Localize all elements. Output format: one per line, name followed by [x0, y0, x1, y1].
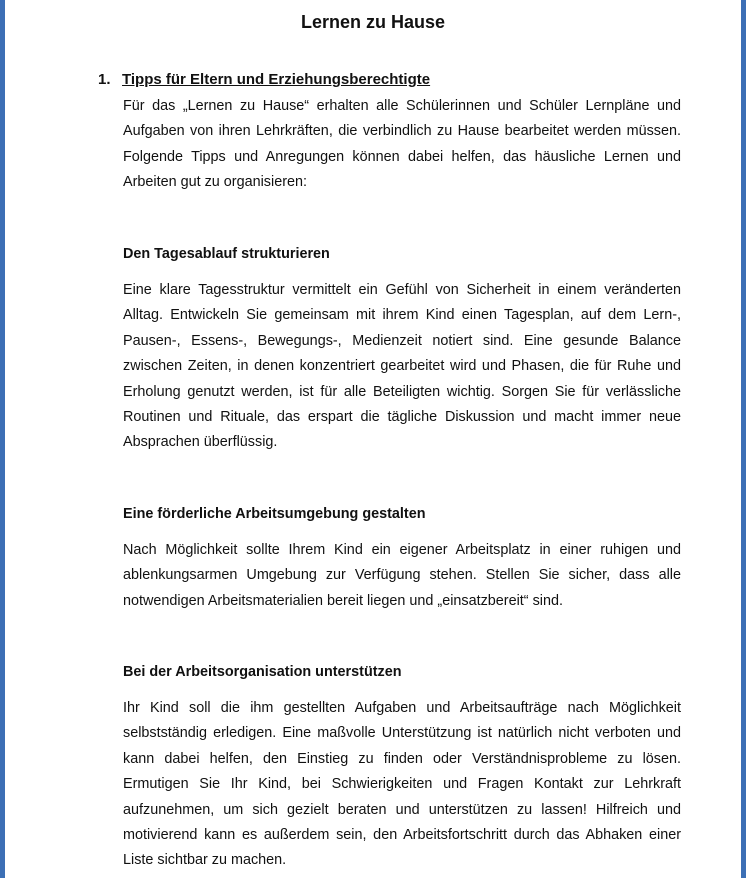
subsection-text-tagesablauf: Eine klare Tagesstruktur vermittelt ein Gefühl von Sicherheit in einem veränderten Alltag. Entwickeln Sie gemeinsam mit ihrem Kind einen Tagesplan, auf dem Lern-, Pausen-, Essens-, Bewegungs-, Medienzeit notiert sind. Eine gesunde Balance zwischen Zeiten, in denen konzentriert gearbeitet wird und Phasen, die für Ruhe und Erholung genutzt werden, ist für alle Beteiligten wichtig. Sorgen Sie für verlässliche Routinen und Rituale, das erspart die tägliche Diskussion und macht immer neue Absprachen überflüssig. — [123, 282, 681, 451]
subsection-text-arbeitsorganisation: Ihr Kind soll die ihm gestellten Aufgaben und Arbeitsaufträge nach Möglichkeit selbstständig erledigen. Eine maßvolle Unterstützung ist natürlich nicht verboten und kann dabei helfen, den Einstieg zu finden oder Verständnisprobleme zu lösen. Ermutigen Sie Ihr Kind, bei Schwierigkeiten und Fragen Kontakt zur Lehrkraft aufzunehmen, um sich gezielt beraten und unterstützen zu lassen! Hilfreich und motivierend kann es außerdem sein, den Arbeitsfortschritt durch das Abhaken einer Liste sichtbar zu machen. — [123, 700, 681, 869]
subsection-heading-arbeitsorganisation: Bei der Arbeitsorganisation unterstützen — [123, 664, 402, 680]
section-heading — [98, 70, 430, 90]
subsection-heading-arbeitsumgebung: Eine förderliche Arbeitsumgebung gestalten — [123, 506, 426, 522]
subsection-heading-tagesablauf: Den Tagesablauf strukturieren — [123, 246, 330, 262]
subsection-text-arbeitsumgebung: Nach Möglichkeit sollte Ihrem Kind ein eigener Arbeitsplatz in einer ruhigen und ablenkungsarmen Umgebung zur Verfügung stehen. Stellen Sie sicher, dass alle notwendigen Arbeitsmaterialien bereit liegen und „einsatzbereit“ sind. — [123, 542, 681, 609]
section-intro-paragraph: Für das „Lernen zu Hause“ erhalten alle Schülerinnen und Schüler Lernpläne und Aufgaben von ihren Lehrkräften, die verbindlich zu Hause bearbeitet werden müssen. Folgende Tipps und Anregungen können dabei helfen, das häusliche Lernen und Arbeiten gut zu organisieren: — [123, 98, 681, 191]
section-number: 1. — [98, 71, 111, 88]
section-heading-text: Tipps für Eltern und Erziehungsberechtigte — [122, 71, 431, 88]
document-title: Lernen zu Hause — [300, 12, 446, 32]
